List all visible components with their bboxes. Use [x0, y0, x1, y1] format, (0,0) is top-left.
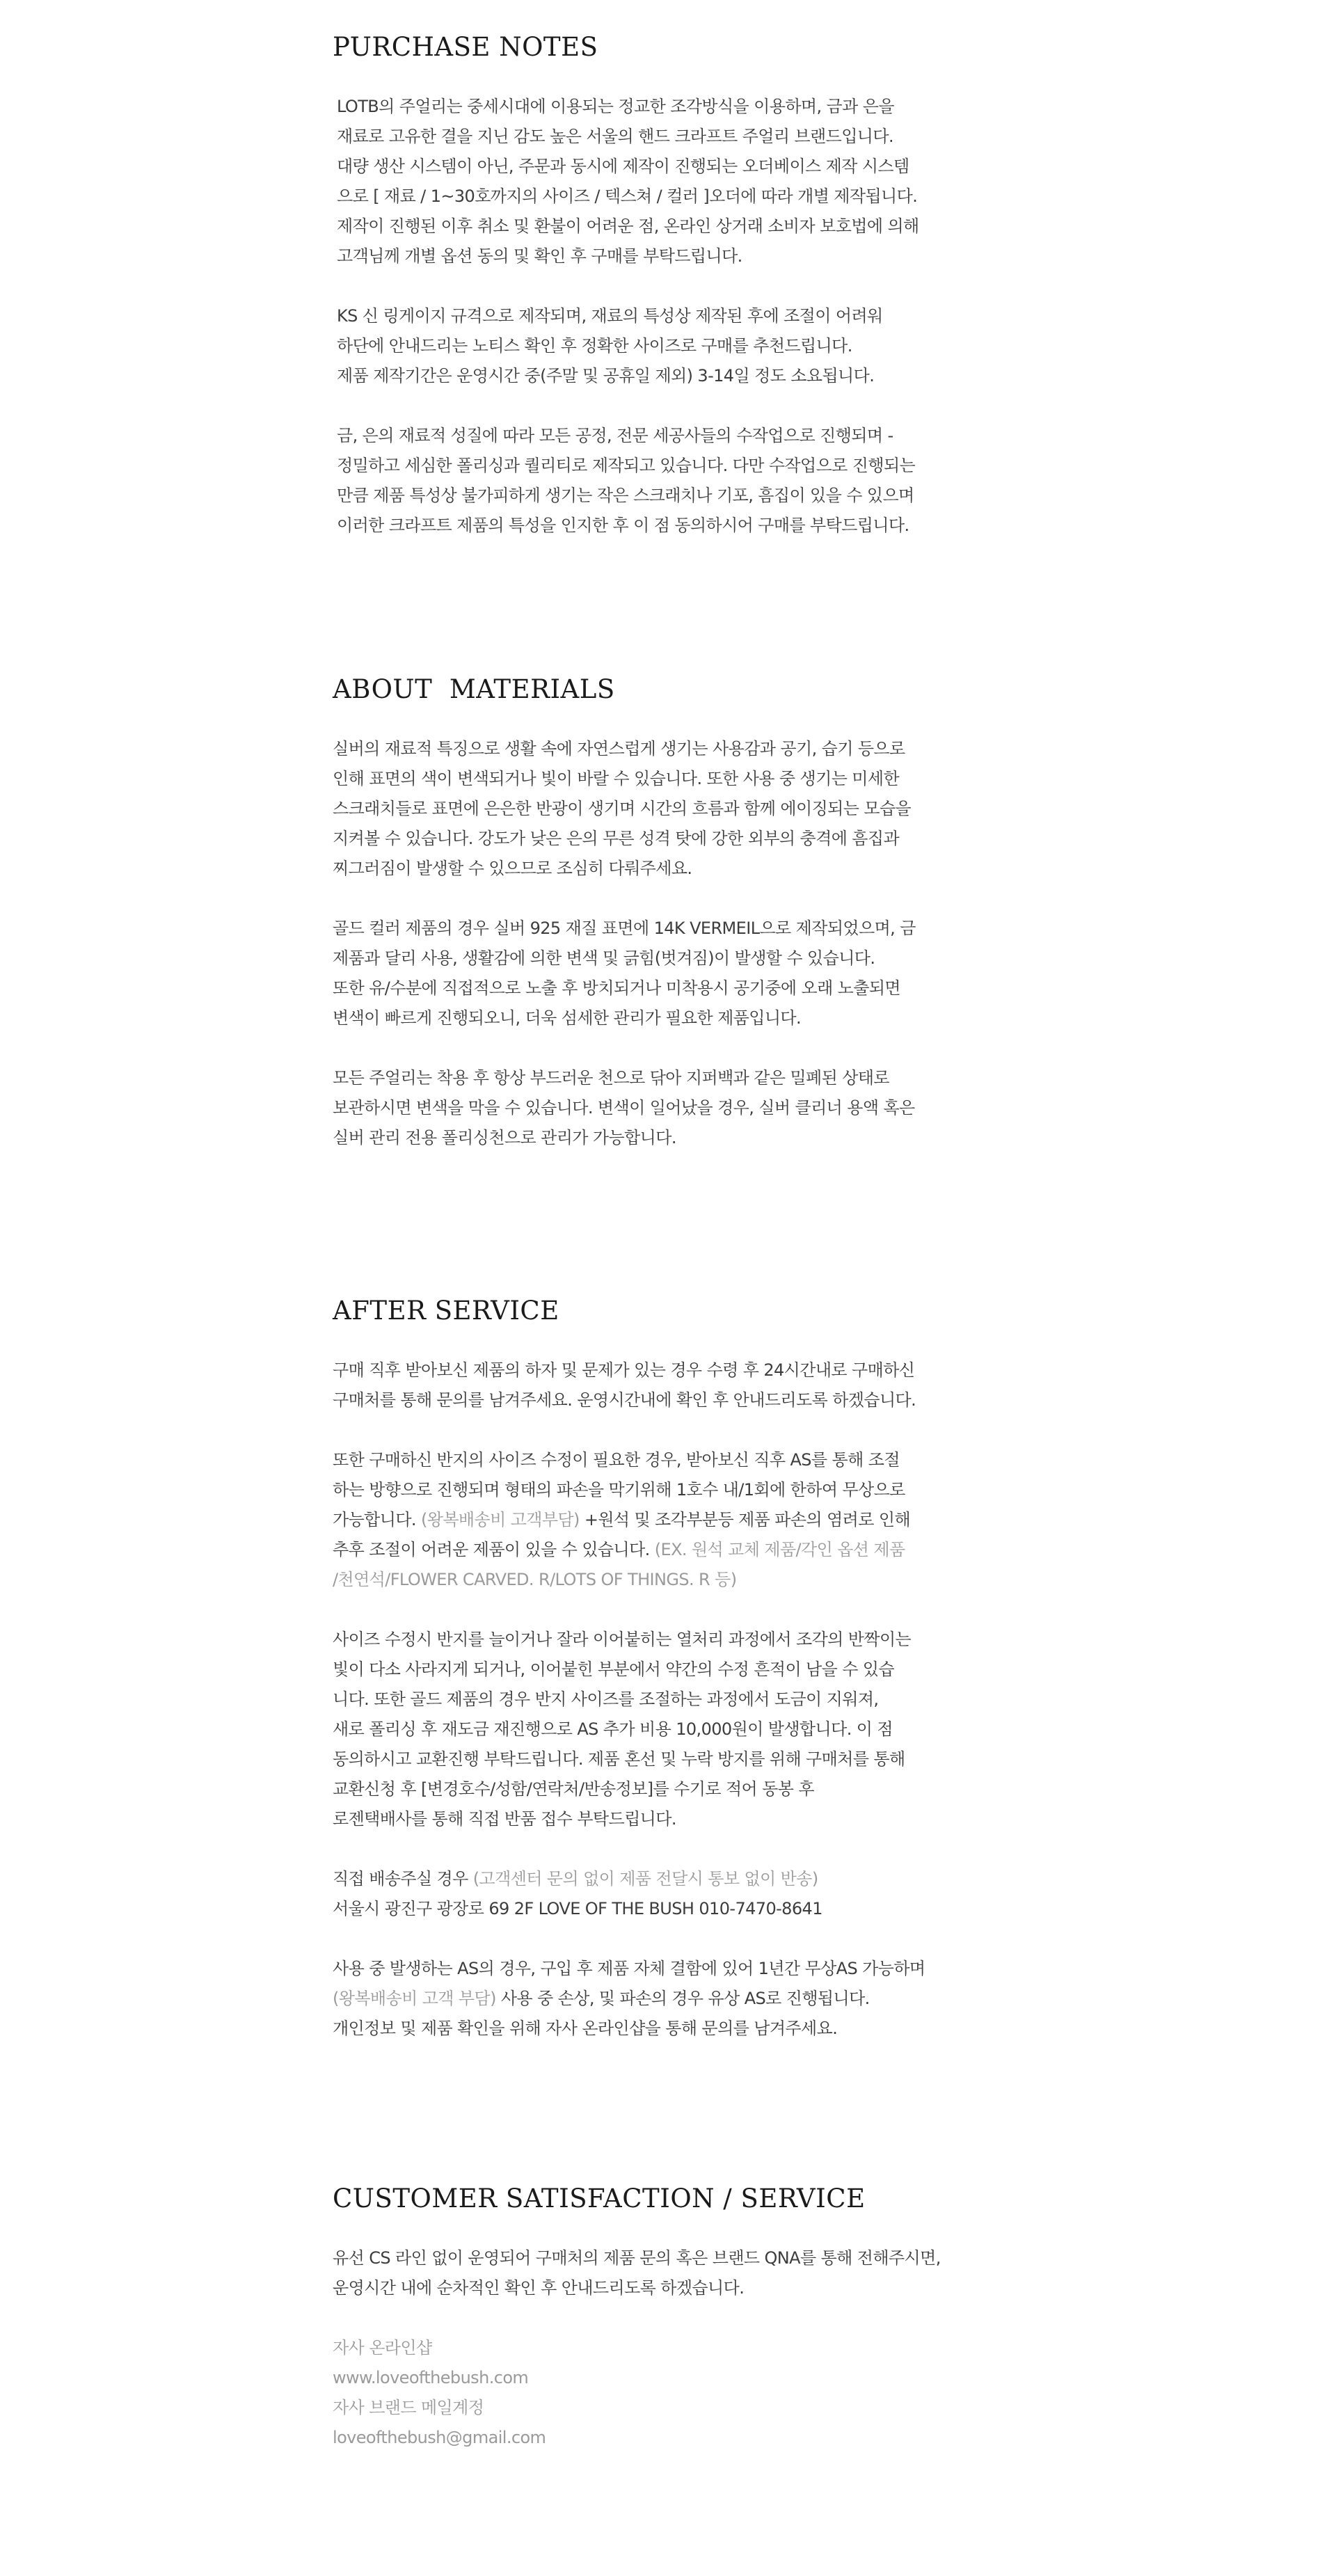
text-line: 골드 컬러 제품의 경우 실버 925 재질 표면에 14K VERMEIL으로 제작되었으며, 금 [333, 919, 916, 938]
text-line: 교환신청 후 [변경호수/성함/연락처/반송정보]를 수기로 적어 동봉 후 [333, 1779, 814, 1799]
text-line: 사이즈 수정시 반지를 늘이거나 잘라 이어붙히는 열처리 과정에서 조각의 반짝이는 [333, 1630, 912, 1649]
text-line: 고객님께 개별 옵션 동의 및 확인 후 구매를 부탁드립니다. [337, 246, 742, 266]
text-line: 또한 유/수분에 직접적으로 노출 후 방치되거나 미착용시 공기중에 오래 노출되면 [333, 978, 901, 998]
email-label: 자사 브랜드 메일계정 [333, 2398, 484, 2417]
text-line: 스크래치들로 표면에 은은한 반광이 생기며 시간의 흐름과 함께 에이징되는 모습을 [333, 799, 912, 818]
text-line: 재료로 고유한 결을 지닌 감도 높은 서울의 핸드 크라프트 주얼리 브랜드입니다. [337, 127, 894, 146]
purchase-notes-paragraph-3 [333, 421, 1028, 541]
contact-list [333, 2333, 1028, 2453]
after-service-paragraph-2 [333, 1445, 1028, 1595]
text-segment: 가능합니다. [333, 1510, 416, 1529]
text-line [333, 1864, 1028, 1894]
after-service-paragraph-3 [333, 1625, 1028, 1834]
about-materials-paragraph-2 [333, 914, 1028, 1033]
text-line [333, 1505, 1028, 1535]
text-line: 제작이 진행된 이후 취소 및 환불이 어려운 점, 온라인 상거래 소비자 보호법에 의해 [337, 216, 919, 236]
text-line: 빛이 다소 사라지게 되거나, 이어붙힌 부분에서 약간의 수정 흔적이 남을 수 있습 [333, 1660, 895, 1679]
text-line: 구매 직후 받아보신 제품의 하자 및 문제가 있는 경우 수령 후 24시간내로 구매하신 [333, 1360, 915, 1380]
text-line: 보관하시면 변색을 막을 수 있습니다. 변색이 일어났을 경우, 실버 클리너 용액 혹은 [333, 1098, 915, 1118]
after-service-paragraph-1 [333, 1355, 1028, 1415]
text-line: KS 신 링게이지 규격으로 제작되며, 재료의 특성상 제작된 후에 조절이 어려워 [337, 306, 883, 326]
purchase-notes-paragraph-2 [333, 301, 1028, 391]
text-line [333, 1535, 1028, 1565]
text-line: 하단에 안내드리는 노티스 확인 후 정확한 사이즈로 구매를 추천드립니다. [337, 336, 852, 356]
text-line: 새로 폴리싱 후 재도금 재진행으로 AS 추가 비용 10,000원이 발생합니다. 이 점 [333, 1719, 893, 1739]
text-segment: 직접 배송주실 경우 [333, 1869, 468, 1889]
text-line: 운영시간 내에 순차적인 확인 후 안내드리도록 하겠습니다. [333, 2278, 745, 2298]
website-link[interactable]: www.loveofthebush.com [333, 2368, 529, 2387]
text-line: 사용 중 발생하는 AS의 경우, 구입 후 제품 자체 결함에 있어 1년간 무상AS 가능하며 [333, 1959, 925, 1978]
after-service-section [333, 1294, 1028, 2044]
muted-note: /천연석/FLOWER CARVED. R/LOTS OF THINGS. R 등) [333, 1570, 737, 1589]
text-segment: 사용 중 손상, 및 파손의 경우 유상 AS로 진행됩니다. [500, 1989, 870, 2008]
text-line: 지켜볼 수 있습니다. 강도가 낮은 은의 무른 성격 탓에 강한 외부의 충격에 흠집과 [333, 829, 900, 848]
text-line: 실버 관리 전용 폴리싱천으로 관리가 가능합니다. [333, 1128, 676, 1147]
about-materials-section [333, 673, 1028, 1153]
customer-service-section [333, 2182, 1028, 2453]
text-line: 로젠택배사를 통해 직접 반품 접수 부탁드립니다. [333, 1809, 676, 1829]
text-line: 만큼 제품 특성상 불가피하게 생기는 작은 스크래치나 기포, 흠집이 있을 수 있으며 [337, 486, 914, 505]
text-line: 이러한 크라프트 제품의 특성을 인지한 후 이 점 동의하시어 구매를 부탁드립니다. [337, 516, 909, 535]
text-line [333, 1984, 1028, 2014]
after-service-title: AFTER SERVICE [333, 1296, 559, 1326]
muted-note: (고객센터 문의 없이 제품 전달시 통보 없이 반송) [472, 1869, 818, 1889]
text-line: 동의하시고 교환진행 부탁드립니다. 제품 혼선 및 누락 방지를 위해 구매처를 통해 [333, 1749, 905, 1769]
text-segment: 추후 조절이 어려운 제품이 있을 수 있습니다. [333, 1540, 650, 1559]
muted-note: (왕복배송비 고객부담) [420, 1510, 580, 1529]
about-materials-paragraph-3 [333, 1063, 1028, 1153]
text-line: 대량 생산 시스템이 아닌, 주문과 동시에 제작이 진행되는 오더베이스 제작 시스템 [337, 157, 909, 176]
text-line: 제품 제작기간은 운영시간 중(주말 및 공휴일 제외) 3-14일 정도 소요됩니다. [337, 366, 875, 385]
text-line: 하는 방향으로 진행되며 형태의 파손을 막기위해 1호수 내/1회에 한하여 무상으로 [333, 1480, 905, 1500]
text-line: 으로 [ 재료 / 1~30호까지의 사이즈 / 텍스쳐 / 컬러 ]오더에 따라 개별 제작됩니다. [337, 186, 918, 206]
email-link[interactable]: loveofthebush@gmail.com [333, 2428, 546, 2447]
customer-service-paragraph-1 [333, 2243, 1028, 2303]
online-shop-label: 자사 온라인샵 [333, 2338, 432, 2358]
after-service-paragraph-5 [333, 1954, 1028, 2044]
text-line: 구매처를 통해 문의를 남겨주세요. 운영시간내에 확인 후 안내드리도록 하겠습니다. [333, 1390, 916, 1410]
text-line: 실버의 재료적 특징으로 생활 속에 자연스럽게 생기는 사용감과 공기, 습기 등으로 [333, 739, 905, 758]
muted-note: (왕복배송비 고객 부담) [333, 1989, 496, 2008]
text-line: 정밀하고 세심한 폴리싱과 퀄리티로 제작되고 있습니다. 다만 수작업으로 진행되는 [337, 456, 916, 475]
text-line: 제품과 달리 사용, 생활감에 의한 변색 및 긁힘(벗겨짐)이 발생할 수 있습니다. [333, 948, 875, 968]
purchase-notes-paragraph-1 [333, 92, 1028, 271]
text-line: 변색이 빠르게 진행되오니, 더욱 섬세한 관리가 필요한 제품입니다. [333, 1008, 802, 1028]
text-line: 또한 구매하신 반지의 사이즈 수정이 필요한 경우, 받아보신 직후 AS를 통해 조절 [333, 1450, 900, 1470]
purchase-notes-title: PURCHASE NOTES [333, 32, 598, 62]
text-line: 찌그러짐이 발생할 수 있으므로 조심히 다뤄주세요. [333, 859, 692, 878]
after-service-paragraph-4 [333, 1864, 1028, 1924]
text-line: 개인정보 및 제품 확인을 위해 자사 온라인샵을 통해 문의를 남겨주세요. [333, 2019, 838, 2038]
about-materials-paragraph-1 [333, 734, 1028, 884]
about-materials-title: ABOUT MATERIALS [333, 674, 615, 704]
purchase-notes-section [333, 31, 1028, 541]
text-line: LOTB의 주얼리는 중세시대에 이용되는 정교한 조각방식을 이용하며, 금과 은을 [337, 97, 894, 116]
text-line: 인해 표면의 색이 변색되거나 빛이 바랄 수 있습니다. 또한 사용 중 생기는 미세한 [333, 769, 900, 788]
text-line: 니다. 또한 골드 제품의 경우 반지 사이즈를 조절하는 과정에서 도금이 지워져, [333, 1689, 879, 1709]
text-line: 모든 주얼리는 착용 후 항상 부드러운 천으로 닦아 지퍼백과 같은 밀폐된 상태로 [333, 1068, 890, 1088]
muted-note: (EX. 원석 교체 제품/각인 옵션 제품 [654, 1540, 905, 1559]
return-address: 서울시 광진구 광장로 69 2F LOVE OF THE BUSH 010-7470-8641 [333, 1899, 822, 1918]
text-line: 유선 CS 라인 없이 운영되어 구매처의 제품 문의 혹은 브랜드 QNA를 통해 전해주시면, [333, 2248, 941, 2268]
customer-service-title: CUSTOMER SATISFACTION / SERVICE [333, 2184, 866, 2213]
text-line: 금, 은의 재료적 성질에 따라 모든 공정, 전문 세공사들의 수작업으로 진행되며 - [337, 426, 893, 445]
text-segment: +원석 및 조각부분등 제품 파손의 염려로 인해 [584, 1510, 911, 1529]
